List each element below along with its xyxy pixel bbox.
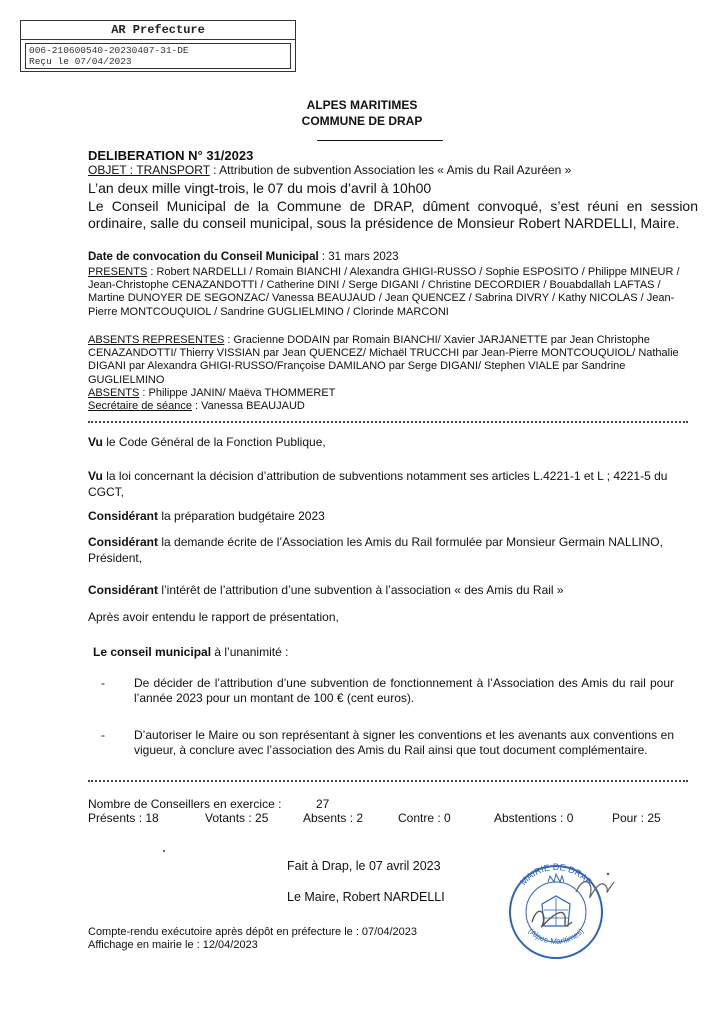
mayor-signature-line: Le Maire, Robert NARDELLI	[287, 890, 445, 904]
considerant-interet	[88, 582, 688, 598]
absents-label: ABSENTS	[88, 387, 140, 399]
seal-top-text: MAIRIE DE DRAP	[518, 861, 594, 888]
seal-bottom-text: (Alpes-Maritimes)	[526, 926, 586, 946]
commune-title: COMMUNE DE DRAP	[301, 114, 423, 128]
objet-line	[88, 163, 688, 177]
secretaire-label: Secrétaire de séance	[88, 400, 192, 412]
vote-pour: Pour : 25	[612, 811, 661, 825]
vu-text: la loi concernant la décision d’attribution de subventions notamment ses articles L.4221-1 et L ; 4221-5 du CGCT,	[88, 469, 668, 499]
asterisk-divider	[88, 780, 688, 784]
secretaire-block	[88, 400, 690, 413]
mairie-seal-stamp	[498, 852, 618, 962]
preamble-date: L’an deux mille vingt-trois, le 07 du mois d’avril à 10h00	[88, 180, 432, 196]
considerant-label: Considérant	[88, 509, 159, 523]
absrep-label: ABSENTS REPRESENTES	[88, 334, 225, 346]
vu-label: Vu	[88, 435, 103, 449]
vu-label: Vu	[88, 469, 103, 483]
council-text: à l’unanimité :	[211, 645, 289, 659]
preamble-session: Le Conseil Municipal de la Commune de DRAP, dûment convoqué, s’est réuni en session ordinaire, salle du conseil municipal, sous la présidence de Monsieur Robert NARDELLI, Maire.	[88, 198, 698, 231]
presents-text: : Robert NARDELLI / Romain BIANCHI / Alexandra GHIGI-RUSSO / Sophie ESPOSITO / Philippe MINEUR / Jean-Christophe CENAZANDOTTI / Catherine DINI / Serge DIGANI / Christine DECORDIER / Bouabdallah LAFTAS / Martine DUNOYER DE SEGONZAC/ Vanessa BEAUJAUD / Jean QUENCEZ / Sabrina DIVRY / Kathy NICOLAS / Jean-Pierre MONTCOUQUIOL / Sandrine GUGLIELMINO / Clorinde MARCONI	[88, 266, 680, 318]
absents-text: : Philippe JANIN/ Maëva THOMMERET	[139, 387, 336, 399]
convocation-value: : 31 mars 2023	[318, 251, 399, 263]
absrep-text: : Gracienne DODAIN par Romain BIANCHI/ Xavier JARJANETTE par Jean Christophe CENAZANDOTTI/ Thierry VISSIAN par Jean QUENCEZ/ Michaël TRUCCHI par Jean-Pierre MONTCOUQUIOL/ Nathalie DIGANI par Alexandra GHIGI-RUSSO/Françoise DAMILANO par Serge DIGANI/ Stephen VIALE par Sandrine GUGLIELMINO	[88, 334, 679, 386]
presents-block	[88, 266, 690, 319]
stamp-received: Reçu le 07/04/2023	[29, 56, 132, 67]
vote-abstentions: Abstentions : 0	[494, 811, 574, 825]
considerant-label: Considérant	[88, 535, 159, 549]
considerant-text: la préparation budgétaire 2023	[158, 509, 325, 523]
stamp-title: AR Prefecture	[21, 21, 295, 40]
council-decision-line	[93, 645, 288, 659]
convocation-line	[88, 251, 690, 264]
convocation-label: Date de convocation du Conseil Municipal	[88, 251, 319, 263]
stamp-ref: 006-210600540-20230407-31-DE	[29, 45, 189, 56]
objet-text: : Attribution de subvention Association les « Amis du Rail Azuréen »	[209, 163, 572, 177]
vu-loi-subventions	[88, 468, 688, 500]
decision-item-autorisation: D’autoriser le Maire ou son représentant à signer les conventions et les avenants aux conventions en vigueur, à conclure avec l’association des Amis du Rail ainsi que tout document complémentaire.	[134, 728, 674, 757]
considerant-text: l’intérêt de l’attribution d’une subvention à l’association « des Amis du Rail »	[158, 583, 564, 597]
considerant-budget	[88, 508, 688, 524]
absents-block	[88, 387, 690, 400]
ar-prefecture-stamp	[20, 20, 296, 72]
fait-a-drap: Fait à Drap, le 07 avril 2023	[287, 859, 441, 873]
absents-representes-block	[88, 334, 690, 387]
stamp-details	[25, 43, 291, 69]
considerant-label: Considérant	[88, 583, 159, 597]
compte-rendu-line: Compte-rendu exécutoire après dépôt en préfecture le : 07/04/2023	[88, 926, 417, 938]
secretaire-text: : Vanessa BEAUJAUD	[191, 400, 305, 412]
considerant-text: la demande écrite de l’Association les Amis du Rail formulée par Monsieur Germain NALLINO, Président,	[88, 535, 663, 565]
vote-presents: Présents : 18	[88, 811, 159, 825]
apres-rapport: Après avoir entendu le rapport de présentation,	[88, 610, 339, 624]
asterisk-divider	[88, 421, 688, 425]
presents-label: PRESENTS	[88, 266, 148, 278]
conseillers-label: Nombre de Conseillers en exercice :	[88, 797, 282, 811]
vote-votants: Votants : 25	[205, 811, 269, 825]
scan-speck	[163, 850, 165, 852]
objet-label: OBJET : TRANSPORT	[88, 163, 210, 177]
vote-absents: Absents : 2	[303, 811, 364, 825]
vu-text: le Code Général de la Fonction Publique,	[102, 435, 326, 449]
affichage-line: Affichage en mairie le : 12/04/2023	[88, 939, 258, 951]
conseillers-value: 27	[316, 797, 330, 811]
decision-item-subvention: De décider de l’attribution d’une subvention de fonctionnement à l’Association des Amis du rail pour l’année 2023 pour un montant de 100 € (cent euros).	[134, 676, 674, 705]
considerant-demande	[88, 534, 688, 566]
vote-contre: Contre : 0	[398, 811, 451, 825]
list-dash: -	[101, 728, 105, 742]
deliberation-number: DELIBERATION N° 31/2023	[88, 148, 254, 163]
list-dash: -	[101, 676, 105, 690]
department-title: ALPES MARITIMES	[306, 98, 418, 112]
vu-fonction-publique	[88, 434, 688, 450]
council-label: Le conseil municipal	[93, 645, 212, 659]
header-divider	[317, 140, 443, 141]
